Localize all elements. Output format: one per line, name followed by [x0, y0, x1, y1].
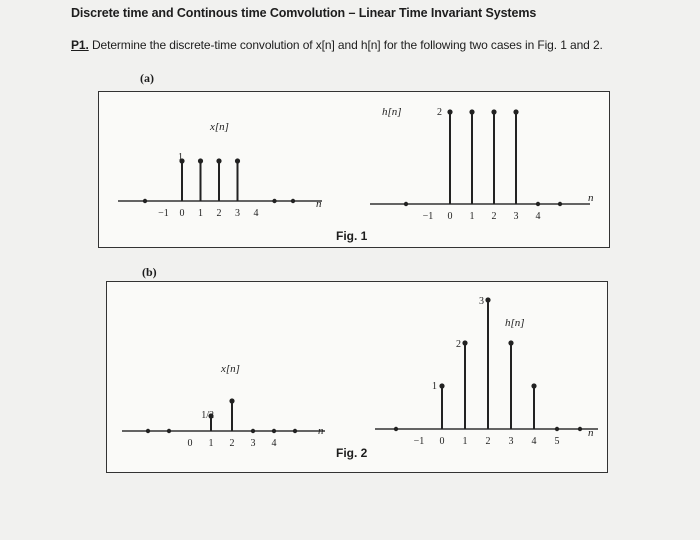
part-b-label: (b) — [142, 265, 157, 279]
figure-2-caption: Fig. 2 — [336, 446, 368, 460]
fig2-h-tick-label: 3 — [508, 436, 514, 447]
fig1-x-zero-sample — [143, 199, 147, 203]
fig1-x-tick-label: 3 — [235, 208, 240, 219]
fig2-h-axis-variable: n — [588, 427, 594, 439]
fig2-h-tick-label: 5 — [554, 436, 560, 447]
fig1-x-stem-marker — [198, 158, 203, 163]
fig2-x-zero-sample — [293, 429, 297, 433]
fig1-h-tick-label: 0 — [447, 211, 453, 222]
fig2-h-stem-marker — [485, 297, 490, 302]
fig2-h-stem-marker — [462, 340, 467, 345]
fig1-x-stem-marker — [216, 158, 221, 163]
fig1-x-value-label: 1 — [178, 152, 183, 163]
fig2-h-value-label-3: 3 — [479, 296, 484, 307]
fig2-h-tick-label: 2 — [485, 436, 491, 447]
fig1-h-stem-marker — [491, 109, 496, 114]
fig1-h-value-label: 2 — [437, 107, 442, 118]
fig2-x-zero-sample — [146, 429, 150, 433]
fig2-x-tick-label: 1 — [208, 438, 214, 449]
fig1-x-tick-label: −1 — [158, 208, 169, 219]
part-a-label: (a) — [140, 71, 154, 85]
fig2-h-stem-marker — [439, 383, 444, 388]
fig1-h-zero-sample — [558, 202, 562, 206]
fig1-x-zero-sample — [291, 199, 295, 203]
problem-text: Determine the discrete-time convolution of x[n] and h[n] for the following two cases in Fig. 1 and 2. — [88, 38, 603, 52]
fig2-x-value-label: 1/2 — [201, 410, 214, 421]
fig2-x-zero-sample — [272, 429, 276, 433]
fig1-h-stem-marker — [513, 109, 518, 114]
fig2-h-tick-label: 1 — [462, 436, 468, 447]
fig2-h-value-label-1: 1 — [432, 381, 437, 392]
fig2-h-stem-marker — [508, 340, 513, 345]
fig2-x-axis-variable: n — [318, 425, 324, 437]
fig2-h-stem-marker — [531, 383, 536, 388]
fig2-h-zero-sample — [394, 427, 398, 431]
figure-1-caption: Fig. 1 — [336, 229, 368, 243]
fig2-h-tick-label: 4 — [531, 436, 537, 447]
fig2-x-tick-label: 0 — [187, 438, 193, 449]
fig2-h-tick-label: 0 — [439, 436, 445, 447]
fig1-x-tick-label: 1 — [198, 208, 203, 219]
fig2-x-zero-sample — [167, 429, 171, 433]
fig2-x-tick-label: 4 — [271, 438, 277, 449]
fig2-h-zero-sample — [555, 427, 559, 431]
fig2-h-signal-label: h[n] — [505, 317, 525, 329]
fig2-x-signal-label: x[n] — [221, 363, 240, 375]
fig1-h-zero-sample — [404, 202, 408, 206]
fig2-x-zero-sample — [251, 429, 255, 433]
fig1-x-axis-variable: n — [316, 198, 322, 210]
fig1-h-axis-variable: n — [588, 192, 594, 204]
fig2-h-zero-sample — [578, 427, 582, 431]
fig1-h-tick-label: 3 — [513, 211, 519, 222]
fig1-x-tick-label: 4 — [253, 208, 259, 219]
fig1-h-tick-label: 4 — [535, 211, 541, 222]
fig2-x-stem-marker — [229, 398, 234, 403]
fig1-x-tick-label: 2 — [216, 208, 222, 219]
fig1-h-zero-sample — [536, 202, 540, 206]
document-title: Discrete time and Continous time Comvolution – Linear Time Invariant Systems — [71, 6, 537, 20]
fig2-h-tick-label: −1 — [413, 436, 425, 447]
fig1-h-tick-label: 1 — [469, 211, 475, 222]
fig1-x-zero-sample — [272, 199, 276, 203]
fig1-x-signal-label: x[n] — [210, 121, 229, 133]
fig1-h-stem-marker — [447, 109, 452, 114]
fig1-h-tick-label: −1 — [422, 211, 434, 222]
fig2-h-value-label-2: 2 — [456, 339, 461, 350]
fig1-h-stem-marker — [469, 109, 474, 114]
fig1-x-stem-marker — [235, 158, 240, 163]
problem-number: P1. — [71, 38, 89, 52]
fig1-x-tick-label: 0 — [179, 208, 185, 219]
fig1-h-signal-label: h[n] — [382, 106, 402, 118]
fig1-h-tick-label: 2 — [491, 211, 497, 222]
fig2-x-tick-label: 3 — [250, 438, 256, 449]
fig2-x-tick-label: 2 — [229, 438, 235, 449]
